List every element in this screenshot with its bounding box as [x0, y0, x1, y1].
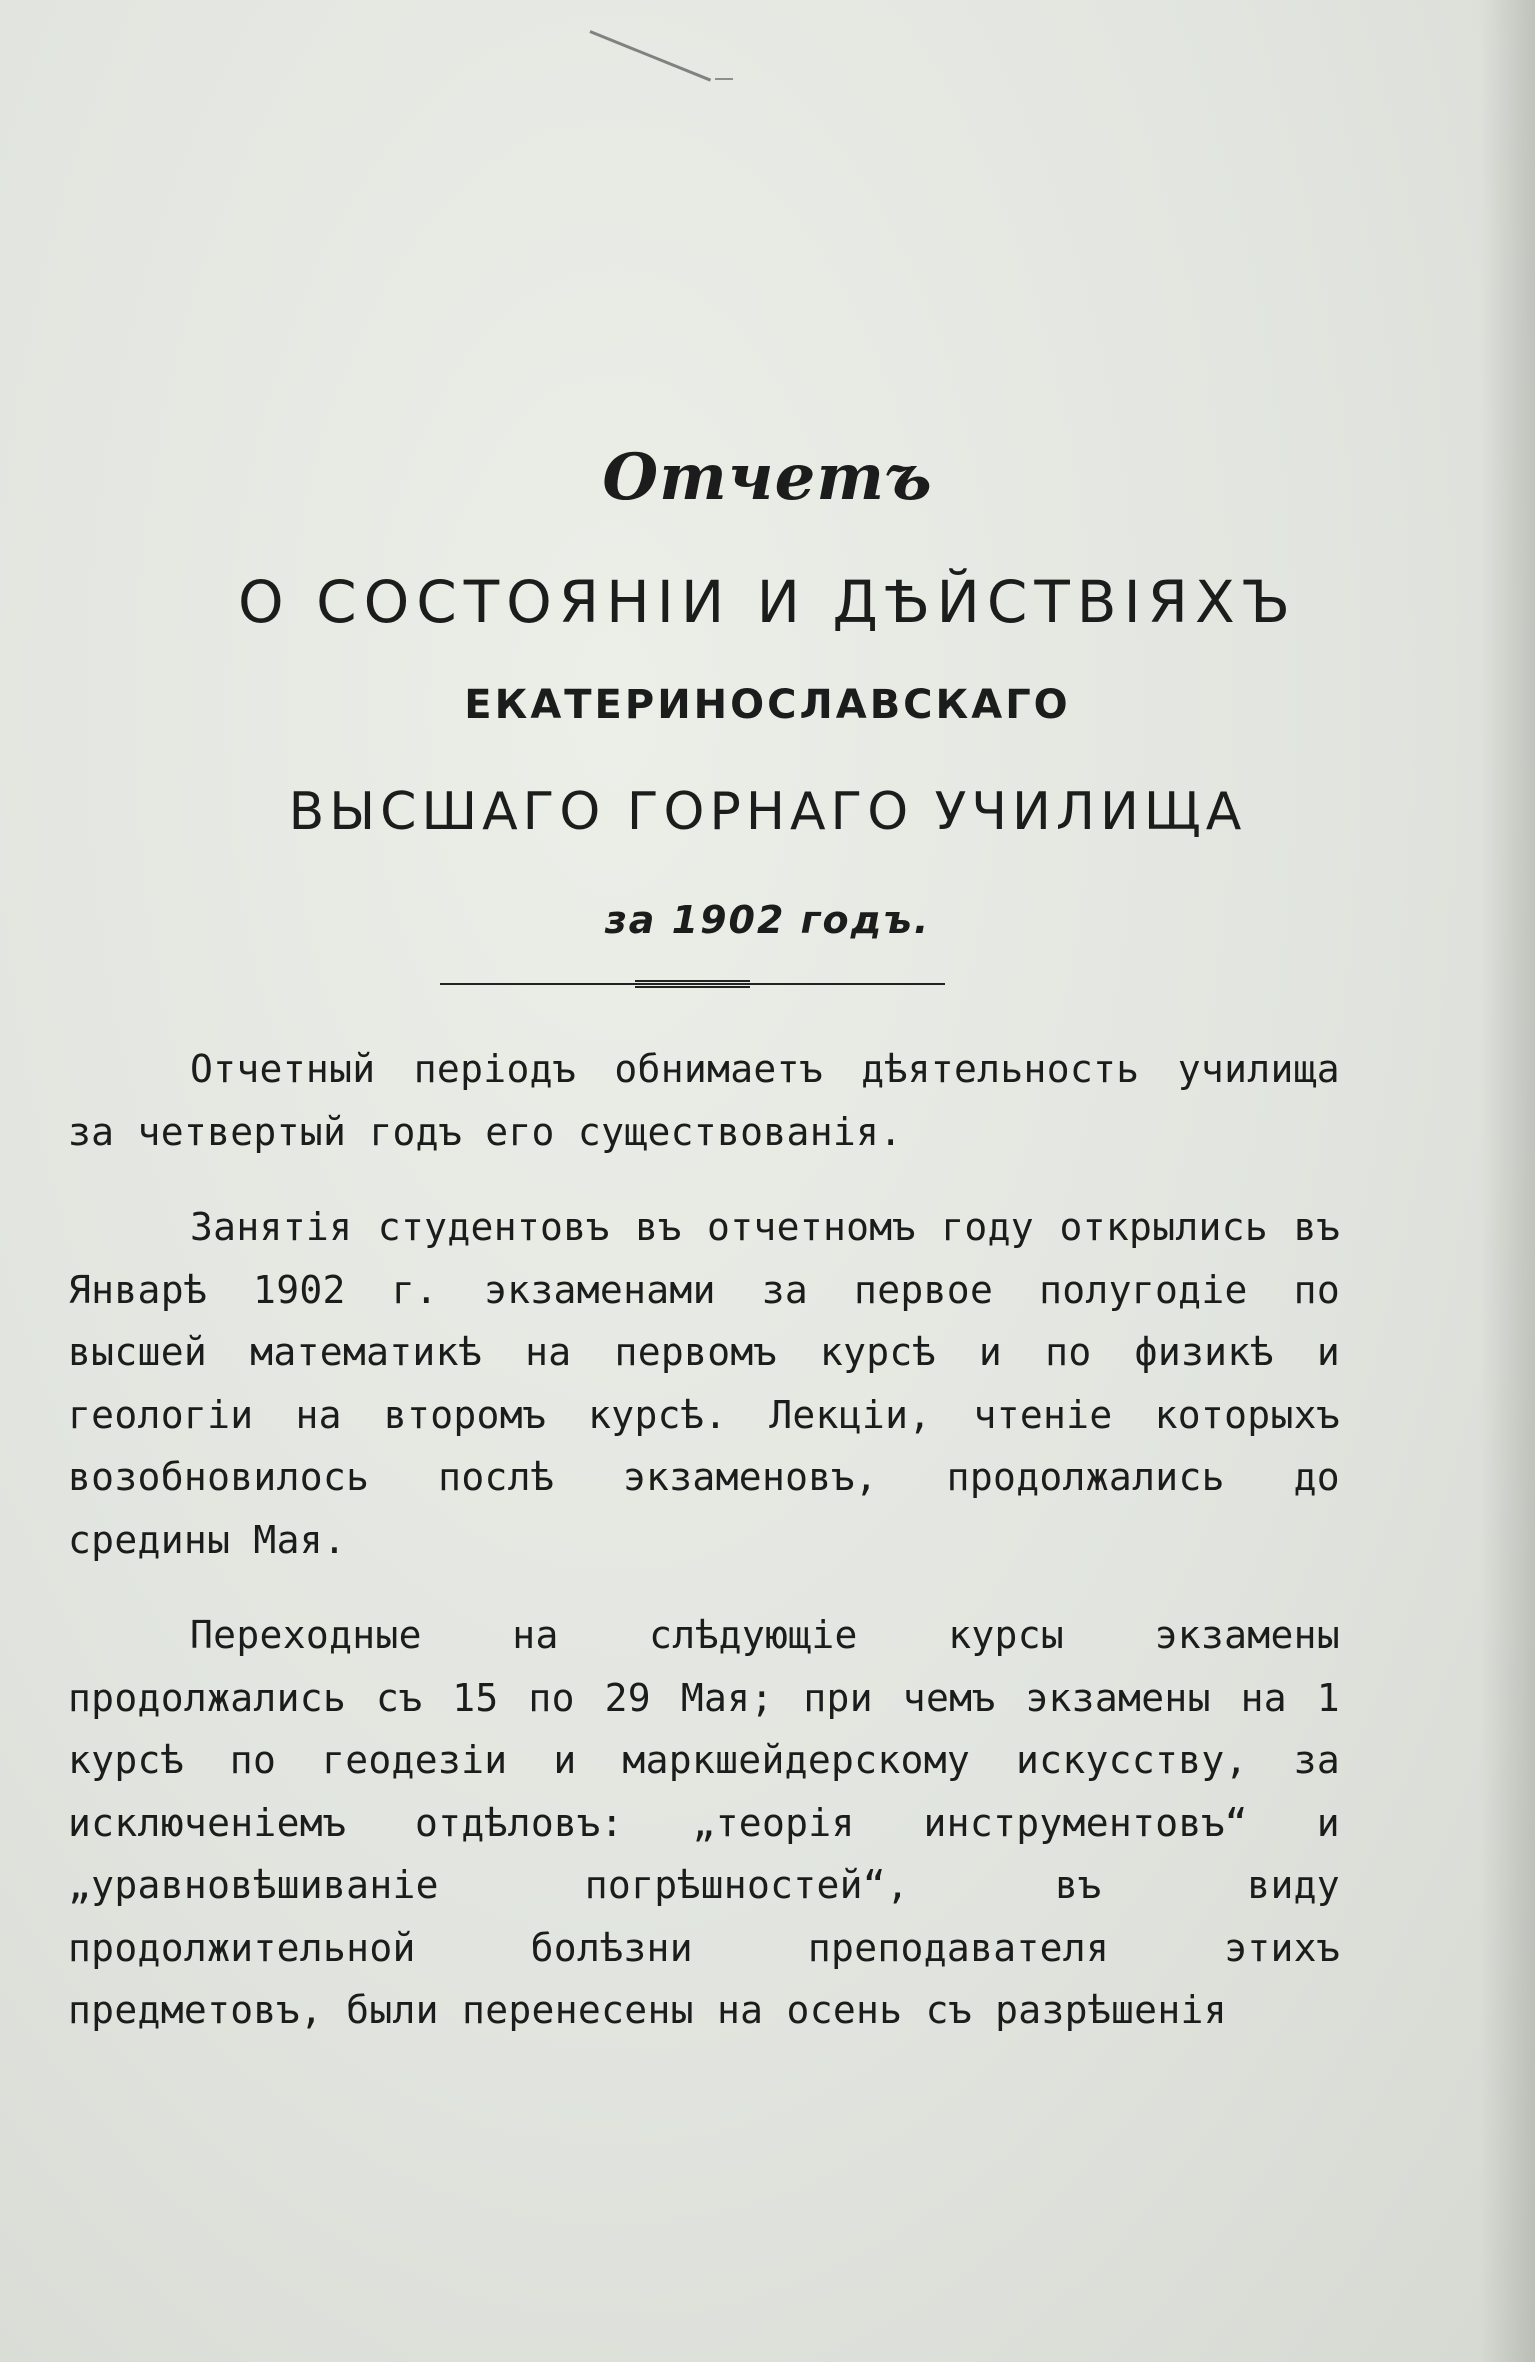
report-title: Отчетъ [602, 440, 933, 515]
institution-city: ЕКАТЕРИНОСЛАВСКАГО [464, 682, 1071, 728]
paragraph: Переходные на слѣдующіе курсы экзамены продолжались съ 15 по 29 Мая; при чемъ экзамены на 1 курсѣ по геодезіи и маркшейдерскому искусству, за исключеніемъ отдѣловъ: „теорія инструментовъ“ и „уравновѣшиваніе погрѣшностей“, въ виду продолжительной болѣзни преподавателя этихъ предметовъ, были перенесены на осень съ разрѣшенія [68, 1613, 1340, 2032]
divider-rule [440, 983, 945, 985]
body-text [68, 1038, 1340, 2042]
paragraph: Занятія студентовъ въ отчетномъ году открылись въ Январѣ 1902 г. экзаменами за первое полугодіе по высшей математикѣ на первомъ курсѣ и по физикѣ и геологіи на второмъ курсѣ. Лекціи, чтеніе которыхъ возобновилось послѣ экзаменовъ, продолжались до средины Мая. [68, 1205, 1340, 1562]
pencil-mark-small [715, 78, 733, 80]
paragraph: Отчетный періодъ обнимаетъ дѣятельность училища за четвертый годъ его существованія. [68, 1047, 1340, 1154]
divider-double-bottom [635, 986, 750, 988]
report-year: за 1902 годъ. [604, 898, 931, 942]
divider-double-top [635, 980, 750, 982]
report-subtitle: О СОСТОЯНІИ И ДѢЙСТВІЯХЪ [237, 568, 1297, 636]
ornamental-divider [440, 980, 945, 988]
page-edge-shadow [1480, 0, 1535, 2362]
institution-name: ВЫСШАГО ГОРНАГО УЧИЛИЩА [288, 782, 1247, 842]
pencil-mark [589, 30, 711, 81]
